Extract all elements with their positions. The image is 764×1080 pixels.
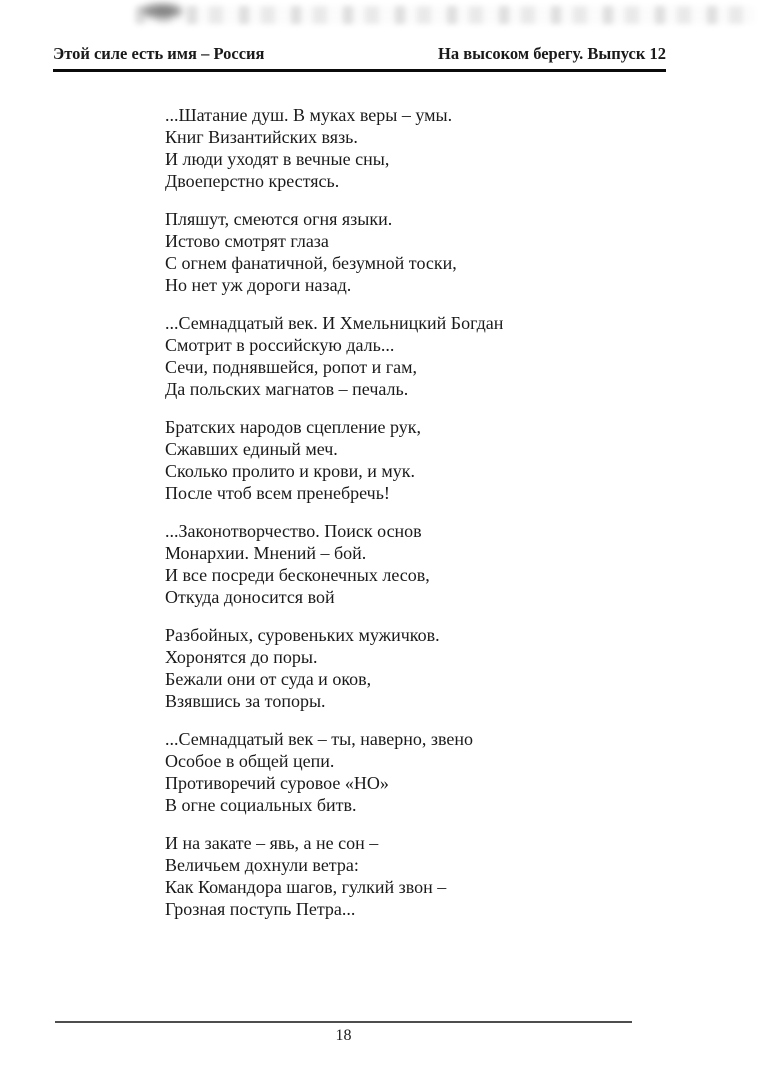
poem-line: И все посреди бесконечных лесов,	[165, 565, 430, 585]
stanza-1	[165, 104, 635, 192]
stanza-2	[165, 208, 635, 296]
poem-line: Двоеперстно крестясь.	[165, 171, 340, 191]
scan-smudge-artifact	[142, 4, 182, 18]
poem-line: Хоронятся до поры.	[165, 647, 318, 667]
poem-line: Разбойных, суровеньких мужичков.	[165, 625, 440, 645]
poem-line: Откуда доносится вой	[165, 587, 335, 607]
poem-line: Бежали они от суда и оков,	[165, 669, 372, 689]
poem-line: Сечи, поднявшейся, ропот и гам,	[165, 357, 418, 377]
poem-line: Величьем дохнули ветра:	[165, 855, 359, 875]
poem-line: Сколько пролито и крови, и мук.	[165, 461, 416, 481]
poem-line: После чтоб всем пренебречь!	[165, 483, 390, 503]
poem-line: ...Семнадцатый век. И Хмельницкий Богдан	[165, 313, 504, 333]
poem-line: И на закате – явь, а не сон –	[165, 833, 379, 853]
poem-line: Монархии. Мнений – бой.	[165, 543, 367, 563]
stanza-5	[165, 520, 635, 608]
poem-line: В огне социальных битв.	[165, 795, 357, 815]
poem-line: ...Семнадцатый век – ты, наверно, звено	[165, 729, 473, 749]
page-number: 18	[335, 1027, 352, 1044]
poem-line: Особое в общей цепи.	[165, 751, 335, 771]
poem-line: Братских народов сцепление рук,	[165, 417, 422, 437]
poem-line: И люди уходят в вечные сны,	[165, 149, 390, 169]
running-header	[53, 44, 666, 72]
poem-line: Но нет уж дороги назад.	[165, 275, 352, 295]
poem-line: Сжавших единый меч.	[165, 439, 338, 459]
poem-line: Книг Византийских вязь.	[165, 127, 358, 147]
footer-rule	[55, 1021, 632, 1023]
poem-line: С огнем фанатичной, безумной тоски,	[165, 253, 457, 273]
stanza-6	[165, 624, 635, 712]
poem-line: Как Командора шагов, гулкий звон –	[165, 877, 447, 897]
poem-line: Да польских магнатов – печаль.	[165, 379, 409, 399]
poem-line: Взявшись за топоры.	[165, 691, 326, 711]
stanza-8	[165, 832, 635, 920]
poem-line: Истово смотрят глаза	[165, 231, 329, 251]
poem-line: ...Законотворчество. Поиск основ	[165, 521, 422, 541]
header-right-title: На высоком берегу. Выпуск 12	[438, 44, 666, 63]
poem-line: Пляшут, смеются огня языки.	[165, 209, 393, 229]
poem-line: Противоречий суровое «НО»	[165, 773, 389, 793]
header-left-title: Этой силе есть имя – Россия	[53, 44, 265, 63]
poem-line: Грозная поступь Петра...	[165, 899, 356, 919]
poem-line: Смотрит в российскую даль...	[165, 335, 395, 355]
stanza-3	[165, 312, 635, 400]
poem-body	[165, 104, 635, 936]
stanza-4	[165, 416, 635, 504]
scan-ghost-artifact	[135, 6, 755, 24]
stanza-7	[165, 728, 635, 816]
poem-line: ...Шатание душ. В муках веры – умы.	[165, 105, 453, 125]
